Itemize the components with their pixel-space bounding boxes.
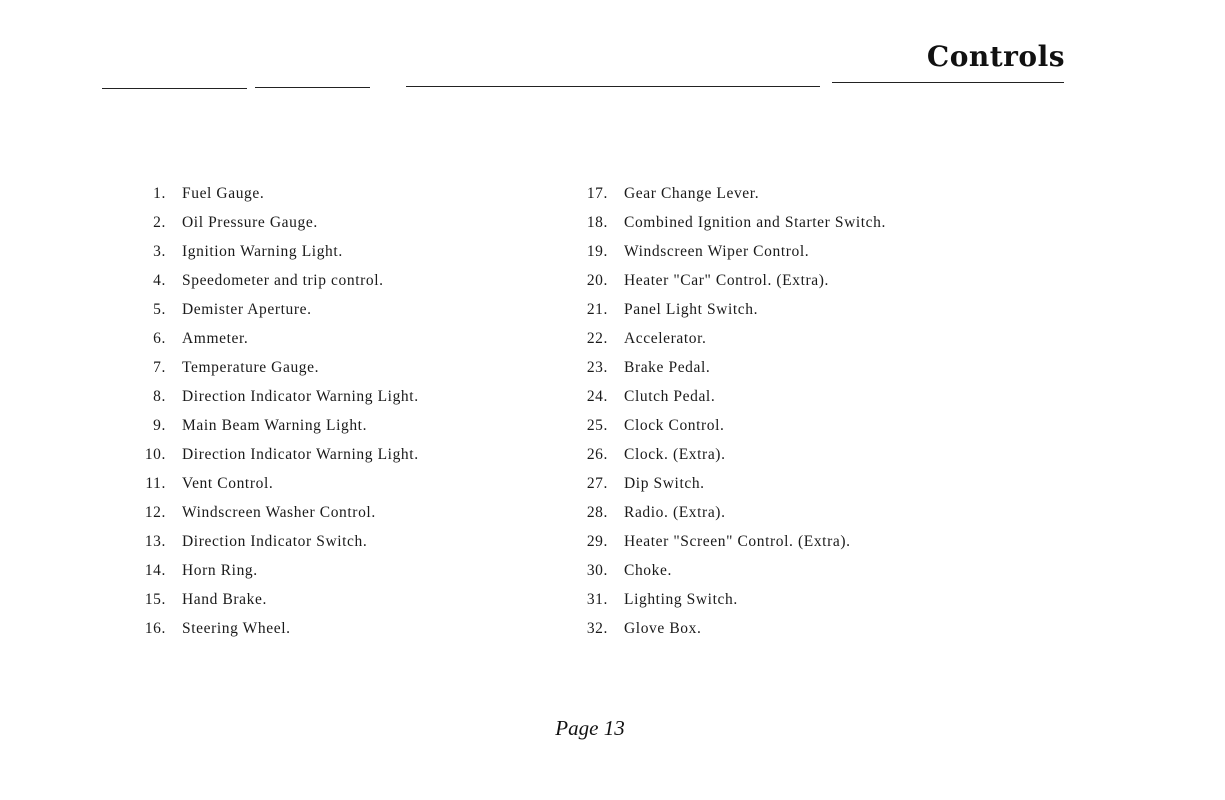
item-number: 26.: [586, 446, 608, 463]
item-label: Heater "Screen" Control. (Extra).: [624, 533, 851, 550]
item-number: 17.: [586, 185, 608, 202]
item-label: Gear Change Lever.: [624, 185, 760, 202]
item-number: 7.: [153, 359, 166, 376]
item-number: 16.: [144, 620, 166, 637]
item-label: Dip Switch.: [624, 475, 705, 492]
item-number: 3.: [153, 243, 166, 260]
item-label: Ignition Warning Light.: [182, 243, 343, 260]
item-label: Direction Indicator Warning Light.: [182, 446, 419, 463]
item-label: Clutch Pedal.: [624, 388, 716, 405]
item-label: Main Beam Warning Light.: [182, 417, 368, 434]
item-label: Windscreen Wiper Control.: [624, 243, 810, 260]
item-number: 30.: [586, 562, 608, 579]
header-rule: [406, 86, 820, 87]
item-label: Windscreen Washer Control.: [182, 504, 376, 521]
item-label: Panel Light Switch.: [624, 301, 759, 318]
item-number: 13.: [144, 533, 166, 550]
item-number: 19.: [586, 243, 608, 260]
header-rule: [255, 87, 370, 88]
item-number: 5.: [153, 301, 166, 318]
item-number: 24.: [586, 388, 608, 405]
item-label: Steering Wheel.: [182, 620, 291, 637]
header-rule: [832, 82, 1064, 83]
item-number: 15.: [144, 591, 166, 608]
item-number: 14.: [144, 562, 166, 579]
item-number: 18.: [586, 214, 608, 231]
item-number: 20.: [586, 272, 608, 289]
item-label: Horn Ring.: [182, 562, 258, 579]
header-rule: [102, 88, 247, 89]
item-number: 31.: [586, 591, 608, 608]
item-number: 22.: [586, 330, 608, 347]
item-label: Oil Pressure Gauge.: [182, 214, 318, 231]
item-label: Radio. (Extra).: [624, 504, 726, 521]
item-label: Ammeter.: [182, 330, 249, 347]
item-label: Clock. (Extra).: [624, 446, 726, 463]
item-number: 1.: [153, 185, 166, 202]
item-label: Accelerator.: [624, 330, 707, 347]
item-number: 6.: [153, 330, 166, 347]
item-label: Choke.: [624, 562, 672, 579]
item-label: Speedometer and trip control.: [182, 272, 384, 289]
item-label: Hand Brake.: [182, 591, 267, 608]
item-number: 9.: [153, 417, 166, 434]
item-label: Heater "Car" Control. (Extra).: [624, 272, 829, 289]
item-label: Temperature Gauge.: [182, 359, 320, 376]
item-number: 32.: [586, 620, 608, 637]
item-label: Combined Ignition and Starter Switch.: [624, 214, 886, 231]
item-number: 28.: [586, 504, 608, 521]
item-number: 2.: [153, 214, 166, 231]
item-label: Brake Pedal.: [624, 359, 711, 376]
item-number: 8.: [153, 388, 166, 405]
item-number: 10.: [144, 446, 166, 463]
item-label: Glove Box.: [624, 620, 702, 637]
item-label: Clock Control.: [624, 417, 725, 434]
item-label: Direction Indicator Warning Light.: [182, 388, 419, 405]
item-label: Lighting Switch.: [624, 591, 738, 608]
item-number: 25.: [586, 417, 608, 434]
item-number: 29.: [586, 533, 608, 550]
item-label: Demister Aperture.: [182, 301, 312, 318]
item-label: Direction Indicator Switch.: [182, 533, 368, 550]
page-number: Page 13: [555, 716, 625, 740]
item-number: 27.: [586, 475, 608, 492]
item-number: 23.: [586, 359, 608, 376]
page-title: Controls: [926, 40, 1065, 73]
item-number: 4.: [153, 272, 166, 289]
item-number: 12.: [144, 504, 166, 521]
item-label: Fuel Gauge.: [182, 185, 265, 202]
item-number: 11.: [145, 475, 166, 492]
item-number: 21.: [586, 301, 608, 318]
item-label: Vent Control.: [182, 475, 274, 492]
